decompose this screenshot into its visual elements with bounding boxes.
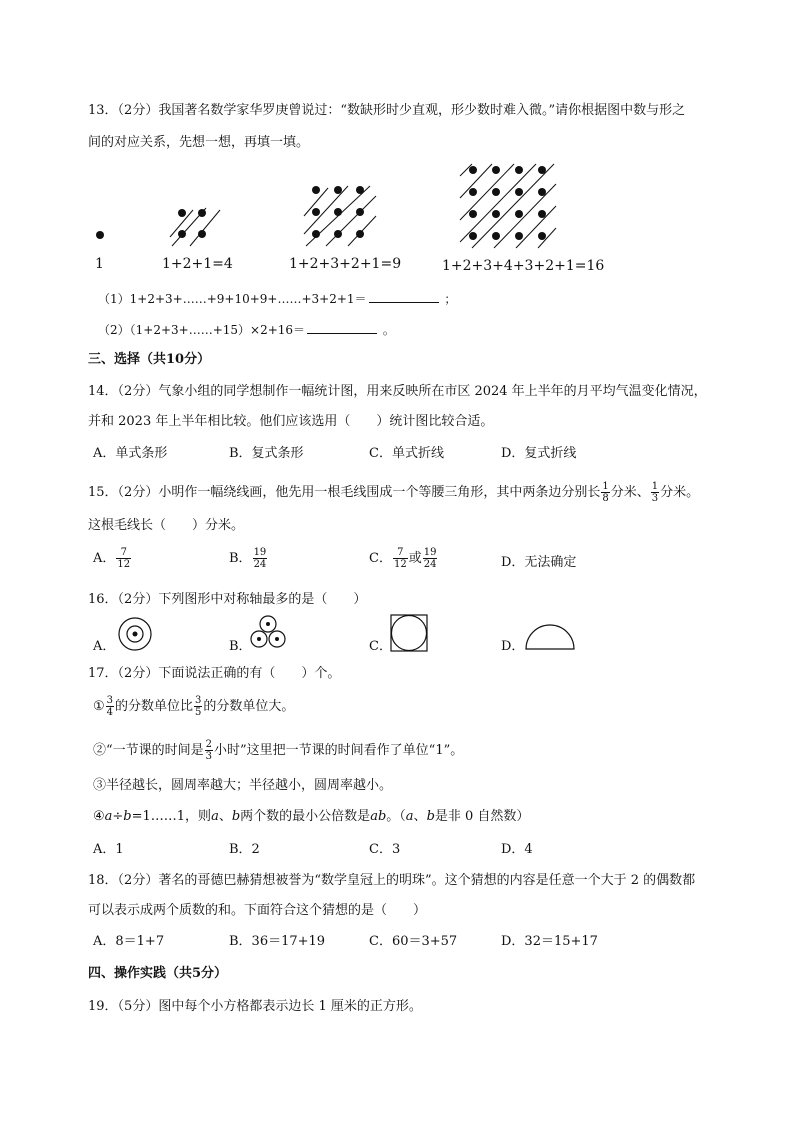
caption-9: 1+2+3+2+1=9 (289, 256, 402, 272)
q14-line1: 14．（2分）气象小组的同学想制作一幅统计图，用来反映所在市区 2024 年上半年的月平均气温变化情况， (88, 384, 707, 399)
q17-option-b[interactable]: B．2 (229, 842, 260, 857)
q18-line2: 可以表示成两个质数的和。下面符合这个猜想的是（ ） (88, 903, 427, 918)
q15-line1: 15．（2分）小明作一幅绕线画，他先用一根毛线围成一个等腰三角形，其中两条边分别长 $\frac{1}{8}$ 分米、 $\frac{1}{3}$ 分米。 (88, 481, 700, 504)
q16-option-a[interactable]: A． (93, 639, 116, 654)
section-3-heading: 三、选择（共10分） (88, 352, 211, 367)
q19-line1: 19．（5分）图中每个小方格都表示边长 1 厘米的正方形。 (88, 999, 422, 1014)
q17-option-a[interactable]: A．1 (93, 842, 124, 857)
caption-4: 1+2+1=4 (162, 256, 233, 272)
q16-option-c[interactable]: C． (369, 639, 392, 654)
dot (96, 231, 104, 239)
q14-option-d[interactable]: D．复式折线 (501, 446, 577, 461)
q15-option-a[interactable]: A． $\frac{7}{12}$ (93, 547, 131, 570)
q17-line1: 17．（2分）下面说法正确的有（ ）个。 (88, 666, 341, 681)
concentric-circles-shape (115, 614, 155, 654)
q16-option-d[interactable]: D． (501, 639, 525, 654)
q13-sub1: （1）1+2+3+……+9+10+9+……+3+2+1＝ ； (98, 292, 457, 306)
fraction: $\frac{1}{8}$ (602, 481, 609, 504)
answer-blank-1[interactable] (369, 290, 439, 303)
q17-statement-2: ②“一节课的时间是 $\frac{2}{3}$ 小时”这里把一节课的时间看作了单位“1”。 (93, 739, 464, 762)
q14-option-c[interactable]: C．单式折线 (369, 446, 444, 461)
q14-option-b[interactable]: B．复式条形 (229, 446, 304, 461)
q16-option-b[interactable]: B． (229, 639, 252, 654)
q18-option-d[interactable]: D．32＝15+17 (501, 934, 598, 949)
q17-statement-1: ① $\frac{3}{4}$ 的分数单位比 $\frac{3}{5}$ 的分数单位大。 (93, 695, 295, 718)
q16-line1: 16．（2分）下列图形中对称轴最多的是（ ） (88, 592, 367, 607)
fraction: $\frac{1}{3}$ (651, 481, 659, 504)
circle-in-square-shape (389, 613, 429, 653)
q13-line1: 13．（2分）我国著名数学家华罗庚曾说过：“数缺形时少直观，形少数时难入微。”请你根据图中数与形之 (88, 103, 686, 118)
q18-option-c[interactable]: C．60＝3+57 (369, 934, 458, 949)
q15-line2: 这根毛线长（ ）分米。 (88, 518, 245, 533)
figure-4-dots (170, 208, 220, 246)
q17-option-d[interactable]: D．4 (501, 842, 533, 857)
q18-line1: 18．（2分）著名的哥德巴赫猜想被誉为“数学皇冠上的明珠”。这个猜想的内容是任意一个大于 2 的偶数都 (88, 873, 696, 888)
caption-16: 1+2+3+4+3+2+1=16 (442, 258, 605, 274)
q18-option-a[interactable]: A．8＝1+7 (93, 934, 165, 949)
three-circles-shape (248, 613, 288, 653)
q14-option-a[interactable]: A．单式条形 (93, 446, 168, 461)
semicircle-shape (524, 622, 576, 652)
q13-line2: 间的对应关系，先想一想，再填一填。 (88, 135, 310, 150)
q17-statement-3: ③半径越长，圆周率越大；半径越小，圆周率越小。 (93, 778, 393, 793)
q17-statement-4: ④a÷b=1……1，则a、b两个数的最小公倍数是ab。（a、b是非 0 自然数） (93, 809, 530, 824)
q15-option-b[interactable]: B． $\frac{19}{24}$ (229, 547, 267, 570)
caption-1: 1 (95, 256, 104, 272)
answer-blank-2[interactable] (307, 321, 377, 334)
q15-option-d[interactable]: D．无法确定 (501, 555, 577, 570)
q13-sub2: （2）（1+2+3+……+15）×2+16＝ 。 (98, 323, 395, 337)
q18-option-b[interactable]: B．36＝17+19 (229, 934, 326, 949)
figure-16-dots (460, 164, 556, 248)
q14-line2: 并和 2023 年上半年相比较。他们应该选用（ ）统计图比较合适。 (88, 414, 494, 429)
q15-option-c[interactable]: C． $\frac{7}{12}$ 或 $\frac{19}{24}$ (369, 547, 437, 570)
section-4-heading: 四、操作实践（共5分） (88, 966, 228, 981)
figure-9-dots (304, 186, 376, 246)
q17-option-c[interactable]: C．3 (369, 842, 401, 857)
